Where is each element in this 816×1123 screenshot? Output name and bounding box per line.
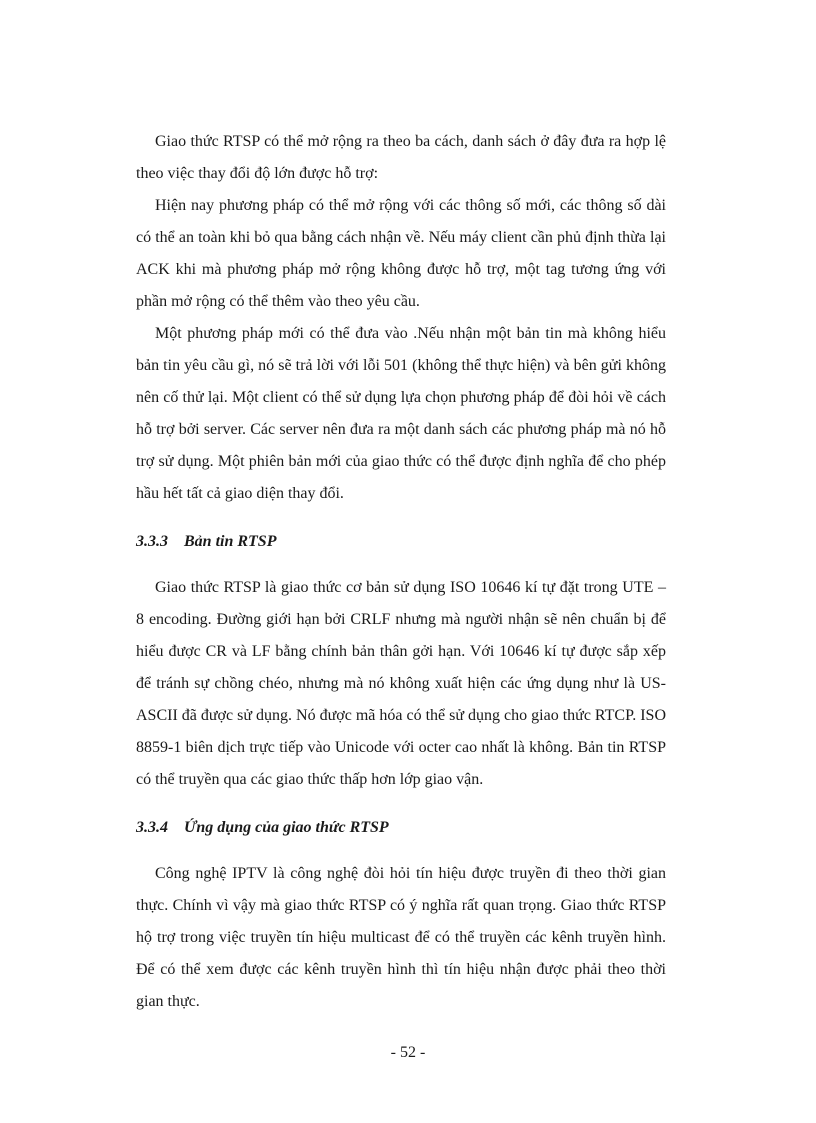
spacer	[136, 510, 666, 526]
spacer	[136, 558, 666, 572]
section-number: 3.3.3	[136, 533, 168, 550]
spacer	[136, 844, 666, 858]
paragraph-rtsp-message: Giao thức RTSP là giao thức cơ bản sử dụng ISO 10646 kí tự đặt trong UTE – 8 encoding. Đường giới hạn bởi CRLF nhưng mà người nhận sẽ nên chuẩn bị để hiểu được CR và LF bằng chính bản thân gởi hạn. Với 10646 kí tự được sắp xếp để tránh sự chồng chéo, nhưng mà nó không xuất hiện các ứng dụng như là US-ASCII đã được sử dụng. Nó được mã hóa có thể sử dụng cho giao thức RTCP. ISO 8859-1 biên dịch trực tiếp vào Unicode với octer cao nhất là không. Bản tin RTSP có thể truyền qua các giao thức thấp hơn lớp giao vận.	[136, 579, 666, 788]
paragraph-rtsp-new-parameters: Hiện nay phương pháp có thể mở rộng với các thông số mới, các thông số dài có thể an toàn khi bỏ qua bằng cách nhận về. Nếu máy client cần phủ định thừa lại ACK khi mà phương pháp mở rộng không được hỗ trợ, một tag tương ứng với phần mở rộng có thể thêm vào theo yêu cầu.	[136, 197, 666, 310]
section-title: Ứng dụng của giao thức RTSP	[184, 819, 389, 836]
section-title: Bản tin RTSP	[184, 533, 277, 550]
page-number: - 52 -	[390, 1044, 426, 1061]
page-content	[136, 126, 666, 1018]
section-heading-3-3-4	[136, 812, 666, 844]
paragraph-rtsp-new-methods: Một phương pháp mới có thể đưa vào .Nếu nhận một bản tin mà không hiểu bản tin yêu cầu gì, nó sẽ trả lời với lỗi 501 (không thể thực hiện) và bên gửi không nên cố thử lại. Một client có thể sử dụng lựa chọn phương pháp để đòi hỏi về cách hỗ trợ bởi server. Các server nên đưa ra một danh sách các phương pháp mà nó hỗ trợ sử dụng. Một phiên bản mới của giao thức có thể được định nghĩa để cho phép hầu hết tất cả giao diện thay đổi.	[136, 325, 666, 502]
section-heading-3-3-3	[136, 526, 666, 558]
spacer	[136, 796, 666, 812]
section-number: 3.3.4	[136, 819, 168, 836]
paragraph-rtsp-application: Công nghệ IPTV là công nghệ đòi hỏi tín hiệu được truyền đi theo thời gian thực. Chính vì vậy mà giao thức RTSP có ý nghĩa rất quan trọng. Giao thức RTSP hộ trợ trong việc truyền tín hiệu multicast để có thể truyền các kênh truyền hình. Để có thể xem được các kênh truyền hình thì tín hiệu nhận được phải theo thời gian thực.	[136, 865, 666, 1010]
paragraph-rtsp-extension-intro: Giao thức RTSP có thể mở rộng ra theo ba cách, danh sách ở đây đưa ra hợp lệ theo việc thay đổi độ lớn được hỗ trợ:	[136, 133, 666, 182]
